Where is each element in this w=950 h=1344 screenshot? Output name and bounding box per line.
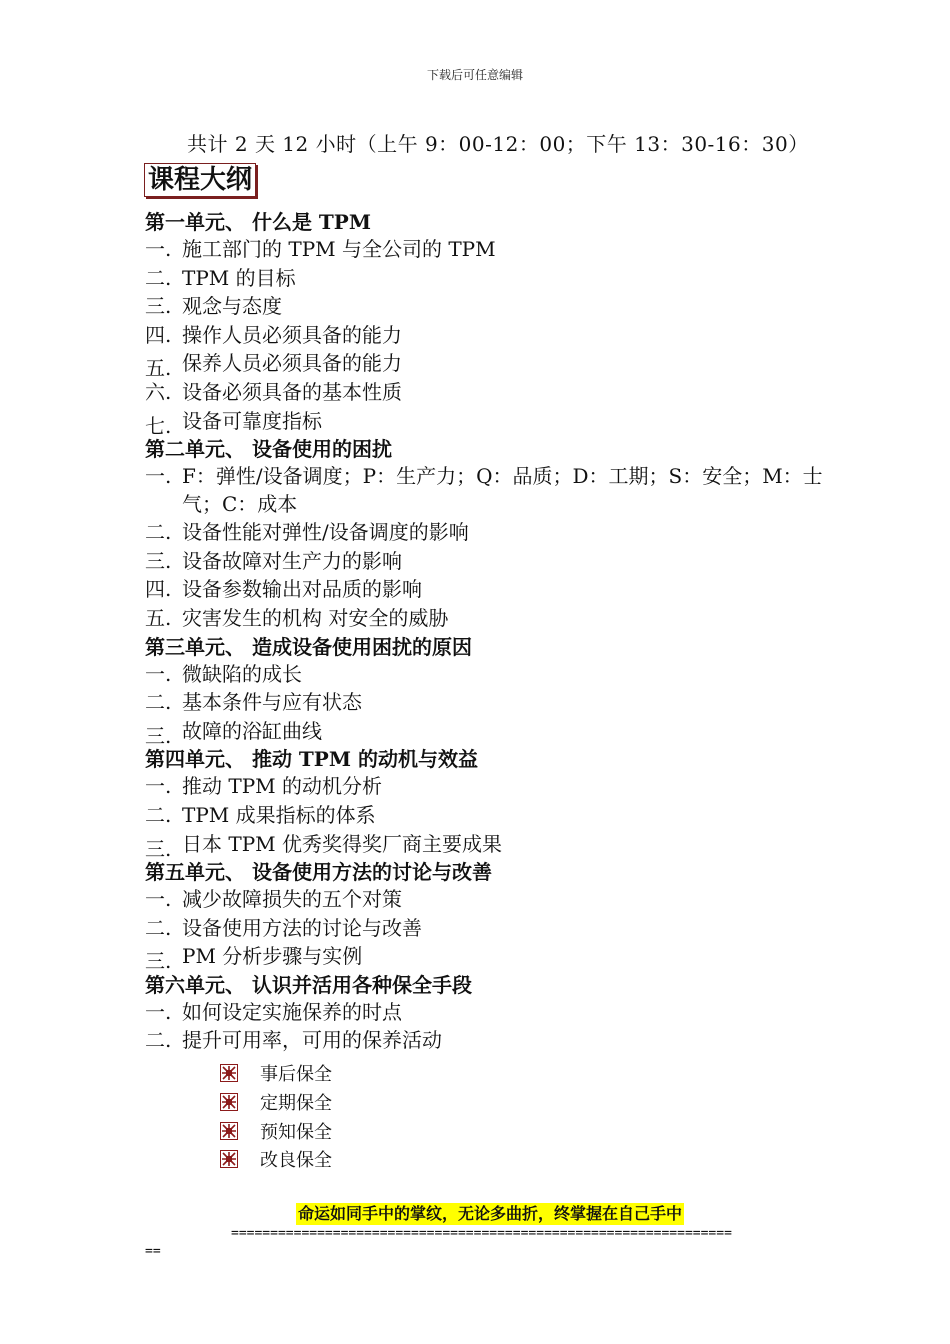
unit-5-title: 第五单元、 设备使用方法的讨论与改善 [145, 860, 492, 885]
item-number: 一. [145, 237, 172, 261]
item-number: 三. [145, 949, 172, 974]
list-item [145, 547, 835, 576]
list-item [145, 660, 835, 689]
unit-3-title: 第三单元、 造成设备使用困扰的原因 [145, 634, 472, 659]
item-text: 操作人员必须具备的能力 [182, 322, 402, 347]
item-text: F：弹性/设备调度；P：生产力；Q：品质；D：工期；S：安全；M：士气；C：成本 [182, 464, 823, 517]
list-item [145, 1026, 835, 1055]
item-number: 二. [145, 802, 172, 827]
list-item [145, 914, 835, 943]
bullet-text: 定期保全 [260, 1092, 332, 1114]
list-item [145, 264, 835, 293]
list-item [145, 292, 835, 321]
list-item [145, 407, 835, 436]
item-number: 四. [145, 577, 172, 602]
item-number: 一. [145, 464, 172, 489]
ornate-cross-bullet-icon [220, 1064, 238, 1082]
item-text: 减少故障损失的五个对策 [182, 887, 402, 912]
schedule-line: 共计 2 天 12 小时（上午 9：00-12：00；下午 13：30-16：30） [187, 132, 809, 156]
list-item [145, 772, 835, 801]
item-number: 二. [145, 265, 172, 290]
item-number: 二. [145, 520, 172, 545]
item-number: 三. [145, 723, 172, 748]
item-text: TPM 的目标 [182, 265, 296, 290]
item-text: 推动 TPM 的动机分析 [182, 774, 382, 799]
list-item [220, 1116, 835, 1145]
item-text: PM 分析步骤与实例 [182, 944, 363, 969]
item-text: 基本条件与应有状态 [182, 690, 362, 715]
list-item [145, 998, 835, 1027]
item-text: 设备可靠度指标 [182, 408, 322, 433]
item-text: 灾害发生的机构 对安全的威胁 [182, 605, 449, 630]
list-item [145, 885, 835, 914]
list-item [220, 1059, 835, 1088]
list-item [145, 462, 835, 518]
list-item [145, 235, 835, 264]
unit-6-title: 第六单元、 认识并活用各种保全手段 [145, 972, 472, 997]
item-number: 三. [145, 294, 172, 319]
item-number: 四. [145, 322, 172, 347]
item-number: 二. [145, 690, 172, 715]
ornate-cross-bullet-icon [220, 1122, 238, 1140]
list-item [145, 688, 835, 717]
bullet-text: 事后保全 [260, 1064, 332, 1086]
maintenance-types-list [220, 1059, 835, 1173]
item-text: 故障的浴缸曲线 [182, 718, 322, 743]
item-number: 一. [145, 774, 172, 799]
list-item [145, 801, 835, 830]
list-item [145, 378, 835, 407]
item-number: 三. [145, 836, 172, 861]
item-number: 一. [145, 999, 172, 1024]
item-number: 二. [145, 1028, 172, 1053]
item-text: 观念与态度 [182, 294, 282, 319]
item-number: 七. [145, 413, 172, 438]
item-text: 设备参数输出对品质的影响 [182, 577, 422, 602]
item-number: 一. [145, 887, 172, 912]
list-item [145, 518, 835, 547]
unit-2-title: 第二单元、 设备使用的困扰 [145, 437, 392, 462]
item-text: 设备使用方法的讨论与改善 [182, 915, 422, 940]
list-item [145, 321, 835, 350]
item-text: 日本 TPM 优秀奖得奖厂商主要成果 [182, 831, 502, 856]
item-text: 保养人员必须具备的能力 [182, 351, 402, 376]
item-text: TPM 成果指标的体系 [182, 802, 376, 827]
list-item [145, 830, 835, 859]
course-outline [145, 208, 835, 1173]
separator-rule-tail: == [145, 1244, 161, 1259]
unit-4-title: 第四单元、 推动 TPM 的动机与效益 [145, 747, 478, 772]
separator-rule: ================================================================ [231, 1226, 732, 1241]
motto-highlight: 命运如同手中的掌纹，无论多曲折，终掌握在自己手中 [298, 1204, 683, 1223]
item-text: 如何设定实施保养的时点 [182, 999, 402, 1024]
item-text: 微缺陷的成长 [182, 661, 302, 686]
list-item [145, 575, 835, 604]
list-item [145, 349, 835, 381]
item-text: 设备必须具备的基本性质 [182, 379, 402, 404]
item-text: 施工部门的 TPM 与全公司的 TPM [182, 237, 496, 261]
list-item [145, 717, 835, 746]
list-item [145, 604, 835, 633]
item-number: 三. [145, 548, 172, 573]
unit-1-title: 第一单元、 什么是 TPM [145, 210, 371, 234]
list-item [145, 942, 835, 974]
bullet-text: 预知保全 [260, 1121, 332, 1143]
item-number: 二. [145, 915, 172, 940]
item-text: 设备性能对弹性/设备调度的影响 [182, 520, 469, 545]
page-header: 下载后可任意编辑 [426, 68, 523, 82]
item-text: 设备故障对生产力的影响 [182, 548, 402, 573]
item-text: 提升可用率，可用的保养活动 [182, 1028, 442, 1053]
outline-title: 课程大纲 [144, 163, 256, 197]
item-number: 一. [145, 661, 172, 686]
item-number: 六. [145, 379, 172, 404]
ornate-cross-bullet-icon [220, 1093, 238, 1111]
list-item [220, 1145, 835, 1174]
list-item [220, 1088, 835, 1117]
bullet-text: 改良保全 [260, 1150, 332, 1172]
item-number: 五. [145, 356, 172, 381]
ornate-cross-bullet-icon [220, 1150, 238, 1168]
item-number: 五. [145, 605, 172, 630]
